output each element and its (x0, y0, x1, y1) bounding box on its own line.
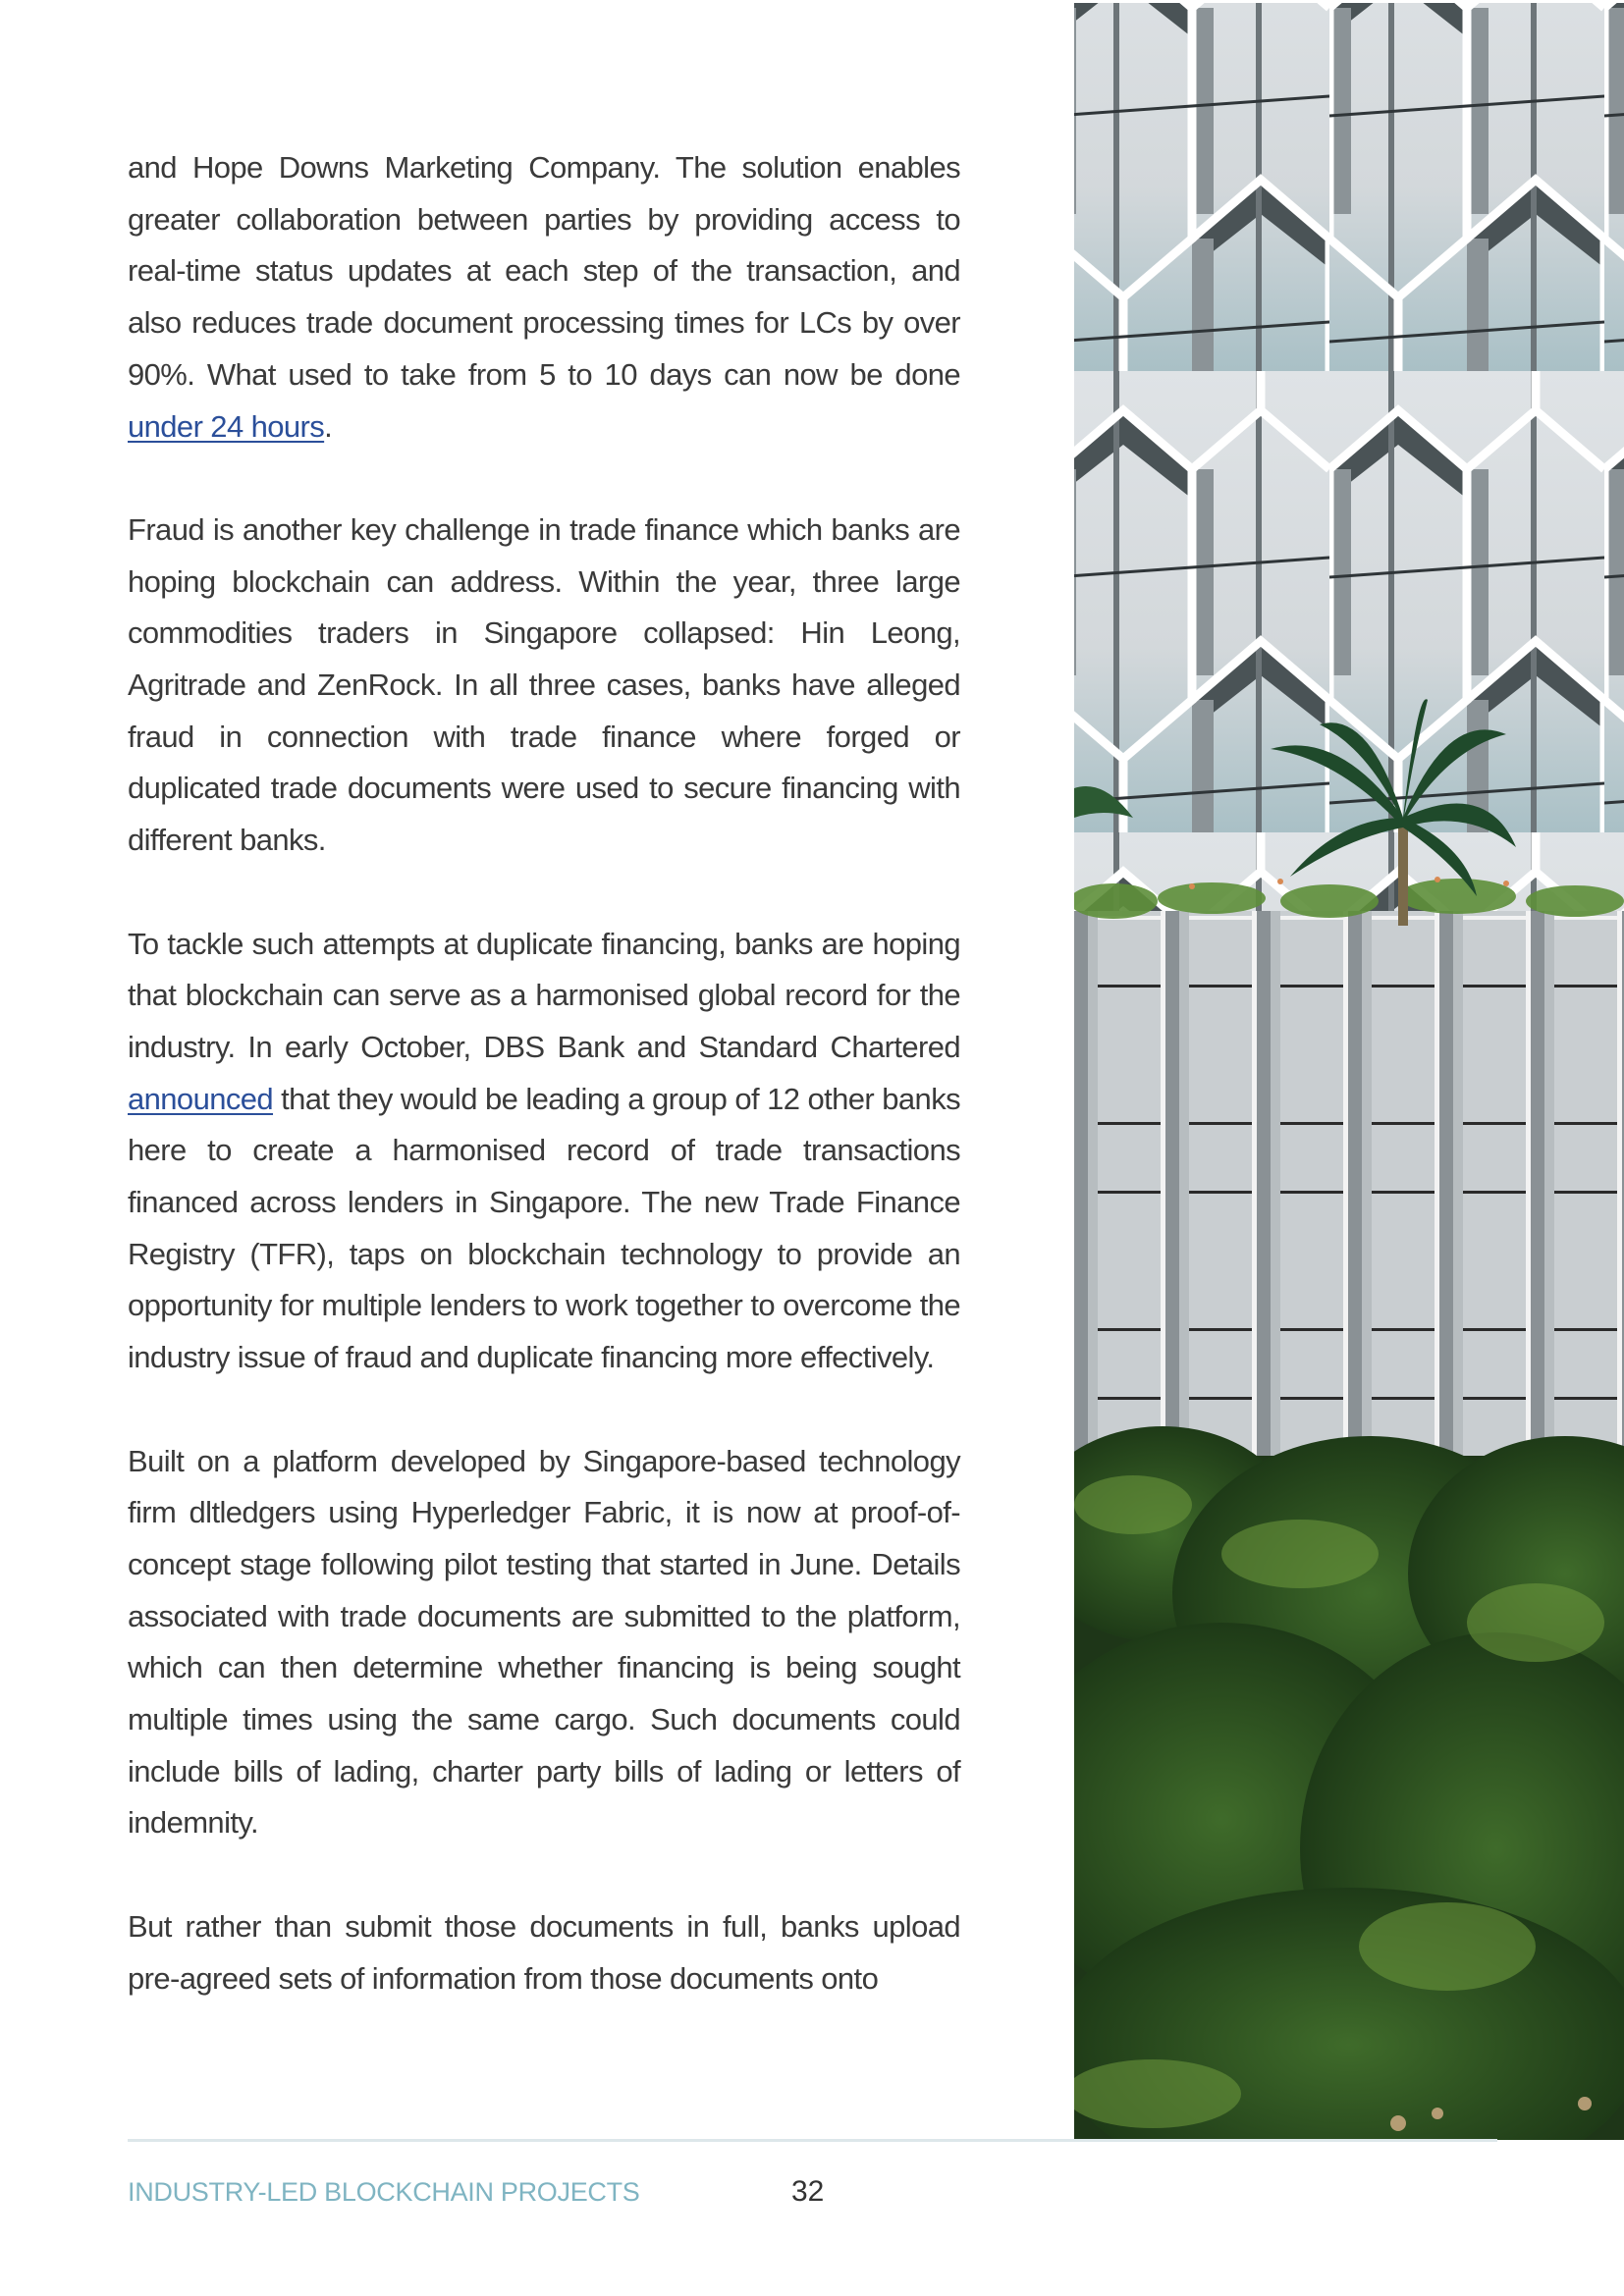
paragraph-text: To tackle such attempts at duplicate financing, banks are hoping that blockchain can serve as a harmonised global record for the industry. In early October, DBS Bank and Standard Chartered (128, 926, 960, 1064)
paragraph-text: . (324, 408, 333, 444)
building-facade-photo (1074, 3, 1624, 2140)
article-body (128, 142, 960, 2056)
paragraph-text: that they would be leading a group of 12 other banks here to create a harmonised record of trade transactions financed across lenders in Singapore. The new Trade Finance Registry (TFR), taps on blockchain technology to provide an opportunity for multiple lenders to work together to overcome the industry issue of fraud and duplicate financing more effectively. (128, 1081, 960, 1375)
paragraph-3 (128, 919, 960, 1384)
paragraph-2: Fraud is another key challenge in trade finance which banks are hoping blockchain can address. Within the year, three large commodities traders in Singapore collapsed: Hin Leong, Agritrade and ZenRock. In all three cases, banks have alleged fraud in connection with trade finance where forged or duplicated trade documents were used to secure financing with different banks. (128, 511, 960, 858)
announced-link[interactable]: announced (128, 1081, 274, 1116)
paragraph-text: and Hope Downs Marketing Company. The solution enables greater collaboration between parties by providing access to real-time status updates at each step of the transaction, and also reduces trade document processing times for LCs by over 90%. What used to take from 5 to 10 days can now be done (128, 150, 960, 392)
footer-section-label: INDUSTRY-LED BLOCKCHAIN PROJECTS (128, 2177, 640, 2207)
paragraph-4: Built on a platform developed by Singapore-based technology firm dltledgers using Hyperledger Fabric, it is now at proof-of-concept stage following pilot testing that started in June. Details associated with trade documents are submitted to the platform, which can then determine whether financing is being sought multiple times using the same cargo. Such documents could include bills of lading, charter party bills of lading or letters of indemnity. (128, 1443, 960, 1841)
paragraph-5: But rather than submit those documents in full, banks upload pre-agreed sets of information from those documents onto (128, 1908, 960, 1996)
footer-divider (128, 2139, 1497, 2142)
page-number: 32 (791, 2175, 825, 2208)
under-24-hours-link[interactable]: under 24 hours (128, 408, 325, 444)
paragraph-1 (128, 142, 960, 453)
